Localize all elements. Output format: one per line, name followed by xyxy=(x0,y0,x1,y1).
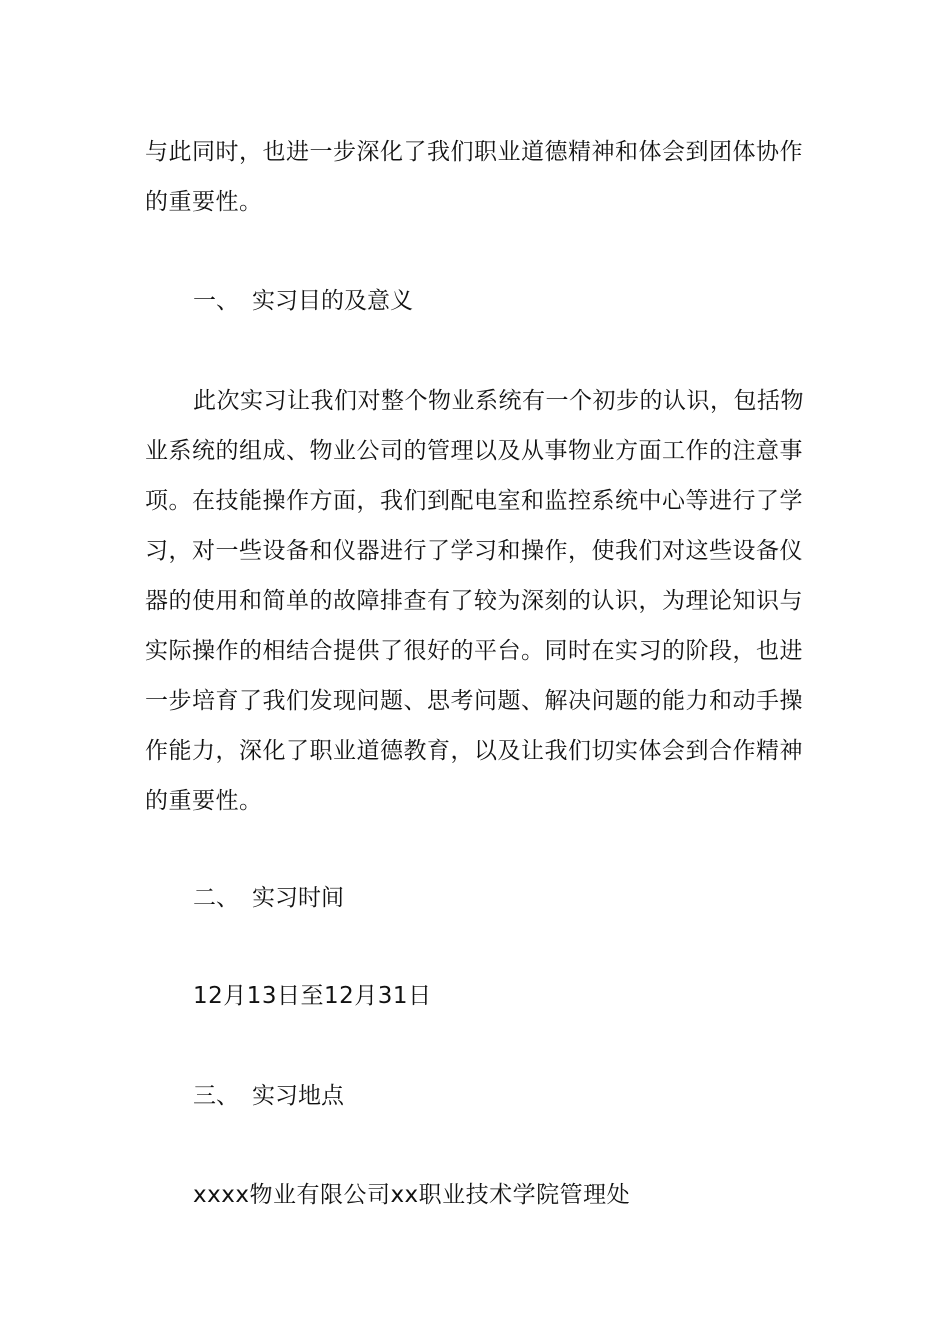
section-1-heading xyxy=(193,276,413,326)
section-3-number: 三、 xyxy=(193,1083,239,1109)
section-1-title: 实习目的及意义 xyxy=(252,288,413,314)
section-3-title: 实习地点 xyxy=(252,1083,344,1109)
section-2-body: 12月13日至12月31日 xyxy=(193,983,432,1009)
section-2-title: 实习时间 xyxy=(252,885,344,911)
section-3-body: xxxx物业有限公司xx职业技术学院管理处 xyxy=(193,1182,631,1208)
section-3-heading xyxy=(193,1071,344,1121)
section-1-number: 一、 xyxy=(193,288,239,314)
intro-paragraph: 与此同时，也进一步深化了我们职业道德精神和体会到团体协作的重要性。 xyxy=(145,139,803,215)
section-2-heading xyxy=(193,873,344,923)
section-1-body: 此次实习让我们对整个物业系统有一个初步的认识，包括物业系统的组成、物业公司的管理以及从事物业方面工作的注意事项。在技能操作方面，我们到配电室和监控系统中心等进行了学习，对一些设备和仪器进行了学习和操作，使我们对这些设备仪器的使用和简单的故障排查有了较为深刻的认识，为理论知识与实际操作的相结合提供了很好的平台。同时在实习的阶段，也进一步培育了我们发现问题、思考问题、解决问题的能力和动手操作能力，深化了职业道德教育，以及让我们切实体会到合作精神的重要性。 xyxy=(145,388,804,814)
section-2-number: 二、 xyxy=(193,885,239,911)
